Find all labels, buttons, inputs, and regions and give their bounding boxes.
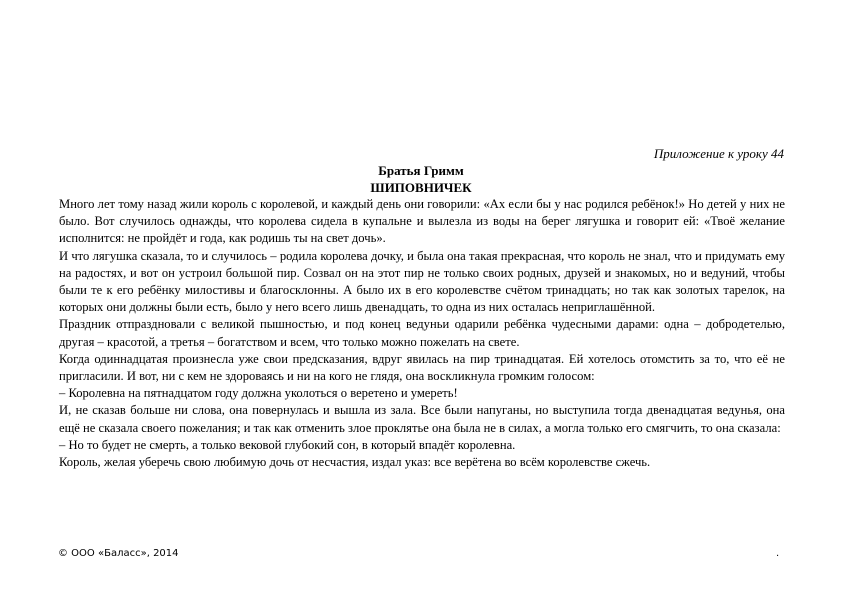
copyright-footer: © ООО «Баласс», 2014 (58, 548, 179, 559)
story-text (59, 196, 785, 471)
paragraph: Много лет тому назад жили король с королевой, и каждый день они говорили: «Ах если бы у нас родился ребёнок!» Но детей у них не было. Вот случилось однажды, что королева сидела в купальне и вылезла из воды на берег лягушка и говорит ей: «Твоё желание исполнится: не пройдёт и года, как родишь ты на свет дочь». (59, 197, 785, 246)
author-heading: Братья Гримм (378, 163, 464, 178)
paragraph: Когда одиннадцатая произнесла уже свои предсказания, вдруг явилась на пир тринадцатая. Ей хотелось отомстить за то, что её не пригласили. И вот, ни с кем не здороваясь и ни на кого не глядя, она воскликнула громким голосом: (59, 351, 785, 384)
paragraph: Король, желая уберечь свою любимую дочь от несчастия, издал указ: все верётена во всём королевстве сжечь. (59, 455, 651, 470)
paragraph: – Но то будет не смерть, а только вековой глубокий сон, в который впадёт королевна. (59, 437, 516, 452)
paragraph: – Королевна на пятнадцатом году должна уколоться о веретено и умереть! (59, 386, 458, 401)
story-title: ШИПОВНИЧЕК (370, 180, 472, 195)
paragraph: И, не сказав больше ни слова, она повернулась и вышла из зала. Все были напуганы, но выступила тогда двенадцатая ведунья, она ещё не сказала своего пожелания; и так как отменить злое проклятье она была не в силах, а могла только его смягчить, то она сказала: (59, 403, 785, 435)
page-mark: . (776, 548, 780, 559)
paragraph: Праздник отпраздновали с великой пышностью, и под конец ведуньи одарили ребёнка чудесными дарами: одна – добродетелью, другая – красотой, а третья – богатством и всем, что только можно пожелать на свете. (59, 317, 785, 349)
paragraph: И что лягушка сказала, то и случилось – родила королева дочку, и была она такая прекрасная, что король не знал, что и придумать ему на радостях, и вот он устроил большой пир. Созвал он на этот пир не только своих родных, друзей и знакомых, но и ведуний, чтобы были те к его ребёнку милостивы и благосклонны. А было их в его королевстве счётом тринадцать; но так как золотых тарелок, на которых они должны были есть, было у него всего лишь двенадцать, то одна из них осталась неприглашённой. (59, 248, 785, 315)
appendix-label: Приложение к уроку 44 (653, 146, 784, 161)
